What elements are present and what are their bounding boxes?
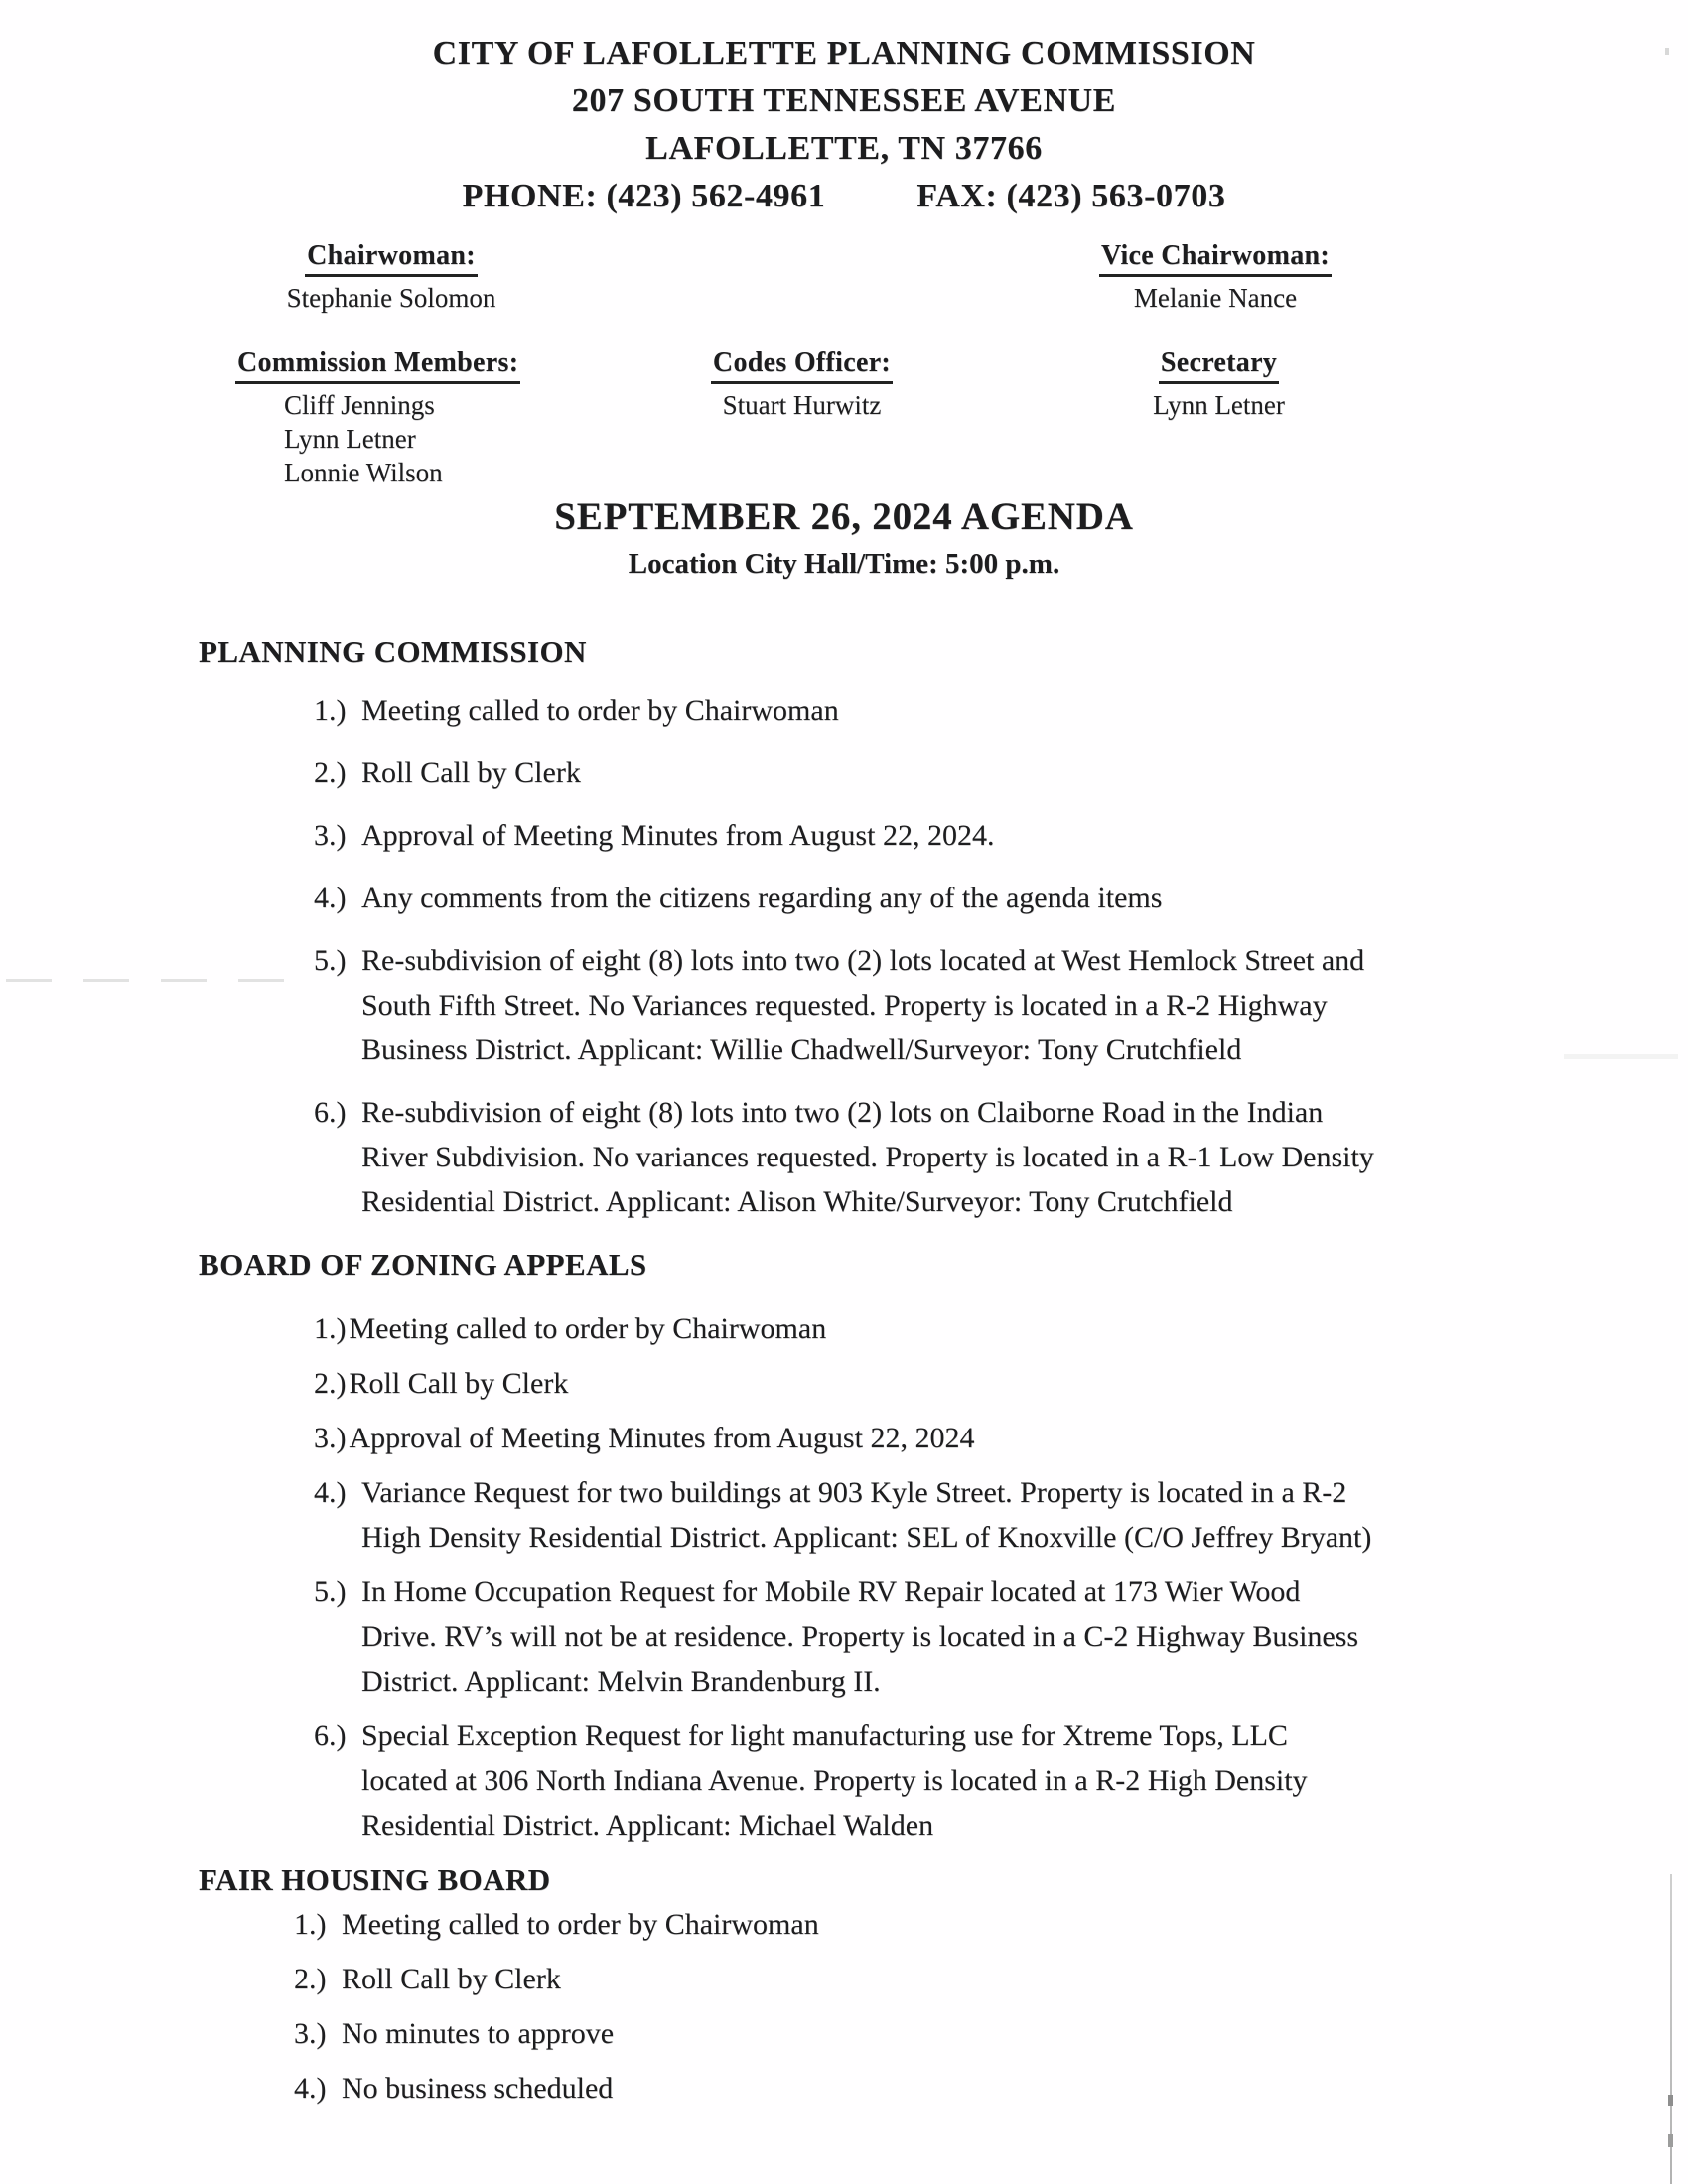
- letterhead-contact-line: [0, 173, 1688, 220]
- commission-member-name: Lonnie Wilson: [284, 458, 443, 487]
- item-line: Residential District. Applicant: Michael Walden: [361, 1809, 934, 1842]
- agenda-item: [314, 751, 1519, 795]
- codes-officer-name: Stuart Hurwitz: [722, 390, 882, 420]
- item-line: High Density Residential District. Applicant: SEL of Knoxville (C/O Jeffrey Bryant): [361, 1521, 1372, 1554]
- agenda-item: [294, 1957, 1519, 2001]
- item-number: 2.): [314, 756, 347, 789]
- commission-member-name: Lynn Letner: [284, 424, 416, 454]
- item-number: 3.): [314, 1422, 347, 1454]
- item-line: located at 306 North Indiana Avenue. Property is located in a R-2 High Density: [361, 1764, 1308, 1797]
- commission-member-name: Cliff Jennings: [284, 390, 435, 420]
- secretary-name: Lynn Letner: [1153, 390, 1285, 420]
- letterhead: [0, 30, 1688, 220]
- agenda-item: [314, 813, 1519, 858]
- section-items: [294, 1902, 1519, 2111]
- item-number: 1.): [314, 694, 347, 727]
- vice-chairwoman-label: Vice Chairwoman:: [1099, 239, 1332, 277]
- item-line: District. Applicant: Melvin Brandenburg II.: [361, 1665, 881, 1698]
- item-line: Approval of Meeting Minutes from August 22, 2024: [349, 1422, 975, 1454]
- item-line: Any comments from the citizens regarding any of the agenda items: [361, 882, 1163, 914]
- item-number: 6.): [314, 1096, 347, 1129]
- agenda-item: [314, 1416, 1519, 1460]
- letterhead-address: 207 SOUTH TENNESSEE AVENUE: [571, 82, 1117, 119]
- section-items: [314, 1306, 1519, 1847]
- item-number: 5.): [314, 1575, 347, 1608]
- item-number: 1.): [314, 1312, 347, 1345]
- letterhead-city-state-zip: LAFOLLETTE, TN 37766: [645, 130, 1043, 167]
- section-heading: FAIR HOUSING BOARD: [199, 1862, 551, 1897]
- meeting-header: [0, 494, 1688, 581]
- item-line: Meeting called to order by Chairwoman: [361, 694, 839, 727]
- agenda-item: [314, 1090, 1519, 1224]
- item-line: Meeting called to order by Chairwoman: [342, 1908, 819, 1941]
- item-number: 2.): [314, 1367, 347, 1400]
- item-line: Business District. Applicant: Willie Chadwell/Surveyor: Tony Crutchfield: [361, 1033, 1242, 1066]
- scan-artifact-speck: [1668, 2095, 1673, 2106]
- agenda-item: [294, 2011, 1519, 2056]
- item-line: Drive. RV’s will not be at residence. Property is located in a C-2 Highway Business: [361, 1620, 1359, 1653]
- chairwoman-label: Chairwoman:: [305, 239, 478, 277]
- item-line: Meeting called to order by Chairwoman: [349, 1312, 827, 1345]
- scan-artifact-speck: [1665, 48, 1669, 55]
- commission-members-label: Commission Members:: [235, 346, 520, 384]
- item-line: River Subdivision. No variances requested. Property is located in a R-1 Low Density: [361, 1141, 1374, 1173]
- chairwoman-name: Stephanie Solomon: [286, 283, 496, 313]
- item-line: Re-subdivision of eight (8) lots into two (2) lots located at West Hemlock Street and: [361, 944, 1365, 977]
- scan-artifact-dashed-smudge: [6, 979, 306, 982]
- commission-members-list: [284, 388, 543, 489]
- item-line: No minutes to approve: [342, 2017, 615, 2050]
- item-line: Roll Call by Clerk: [349, 1367, 569, 1400]
- scan-artifact-speck: [1668, 2134, 1673, 2147]
- letterhead-fax: FAX: (423) 563-0703: [916, 178, 1226, 214]
- section-items: [314, 688, 1519, 1224]
- agenda-item: [314, 938, 1519, 1072]
- item-line: Re-subdivision of eight (8) lots into two (2) lots on Claiborne Road in the Indian: [361, 1096, 1324, 1129]
- commission-members-block: [235, 345, 543, 489]
- scan-artifact-smudge: [1564, 1054, 1678, 1059]
- item-line: South Fifth Street. No Variances requested. Property is located in a R-2 Highway: [361, 989, 1328, 1022]
- item-line: In Home Occupation Request for Mobile RV Repair located at 173 Wier Wood: [361, 1575, 1301, 1608]
- vice-chairwoman-name: Melanie Nance: [1133, 283, 1298, 313]
- item-line: Approval of Meeting Minutes from August 22, 2024.: [361, 819, 995, 852]
- item-number: 4.): [314, 1476, 347, 1509]
- item-line: Roll Call by Clerk: [342, 1963, 561, 1995]
- section-board-of-zoning-appeals: [199, 1242, 1519, 1847]
- item-number: 1.): [294, 1908, 327, 1941]
- item-number: 4.): [294, 2072, 327, 2105]
- item-line: Roll Call by Clerk: [361, 756, 581, 789]
- agenda-item: [314, 1306, 1519, 1351]
- item-number: 6.): [314, 1719, 347, 1752]
- item-line: No business scheduled: [342, 2072, 614, 2105]
- agenda-title: SEPTEMBER 26, 2024 AGENDA: [554, 495, 1134, 538]
- item-line: Special Exception Request for light manufacturing use for Xtreme Tops, LLC: [361, 1719, 1288, 1752]
- item-number: 3.): [294, 2017, 327, 2050]
- letterhead-org-name: CITY OF LAFOLLETTE PLANNING COMMISSION: [432, 35, 1256, 71]
- vice-chairwoman-block: [1066, 238, 1364, 315]
- section-planning-commission: [199, 629, 1519, 1224]
- agenda-subtitle: Location City Hall/Time: 5:00 p.m.: [628, 548, 1060, 580]
- agenda-item: [314, 1470, 1519, 1560]
- item-line: Variance Request for two buildings at 903 Kyle Street. Property is located in a R-2: [361, 1476, 1347, 1509]
- secretary-label: Secretary: [1159, 346, 1279, 384]
- section-fair-housing-board: [199, 1857, 1519, 2111]
- agenda-item: [294, 2066, 1519, 2111]
- secretary-block: [1122, 345, 1316, 422]
- item-line: Residential District. Applicant: Alison White/Surveyor: Tony Crutchfield: [361, 1185, 1233, 1218]
- item-number: 2.): [294, 1963, 327, 1995]
- codes-officer-block: [695, 345, 909, 422]
- agenda-item: [314, 876, 1519, 920]
- agenda-item: [314, 1361, 1519, 1406]
- agenda-item: [314, 1570, 1519, 1704]
- agenda-body: [199, 629, 1519, 2120]
- letterhead-phone: PHONE: (423) 562-4961: [462, 178, 826, 214]
- codes-officer-label: Codes Officer:: [711, 346, 893, 384]
- section-heading: BOARD OF ZONING APPEALS: [199, 1247, 647, 1282]
- agenda-item: [294, 1902, 1519, 1947]
- agenda-item: [314, 1713, 1519, 1847]
- section-heading: PLANNING COMMISSION: [199, 634, 587, 669]
- item-number: 4.): [314, 882, 347, 914]
- chairwoman-block: [242, 238, 540, 315]
- item-number: 3.): [314, 819, 347, 852]
- item-number: 5.): [314, 944, 347, 977]
- agenda-item: [314, 688, 1519, 733]
